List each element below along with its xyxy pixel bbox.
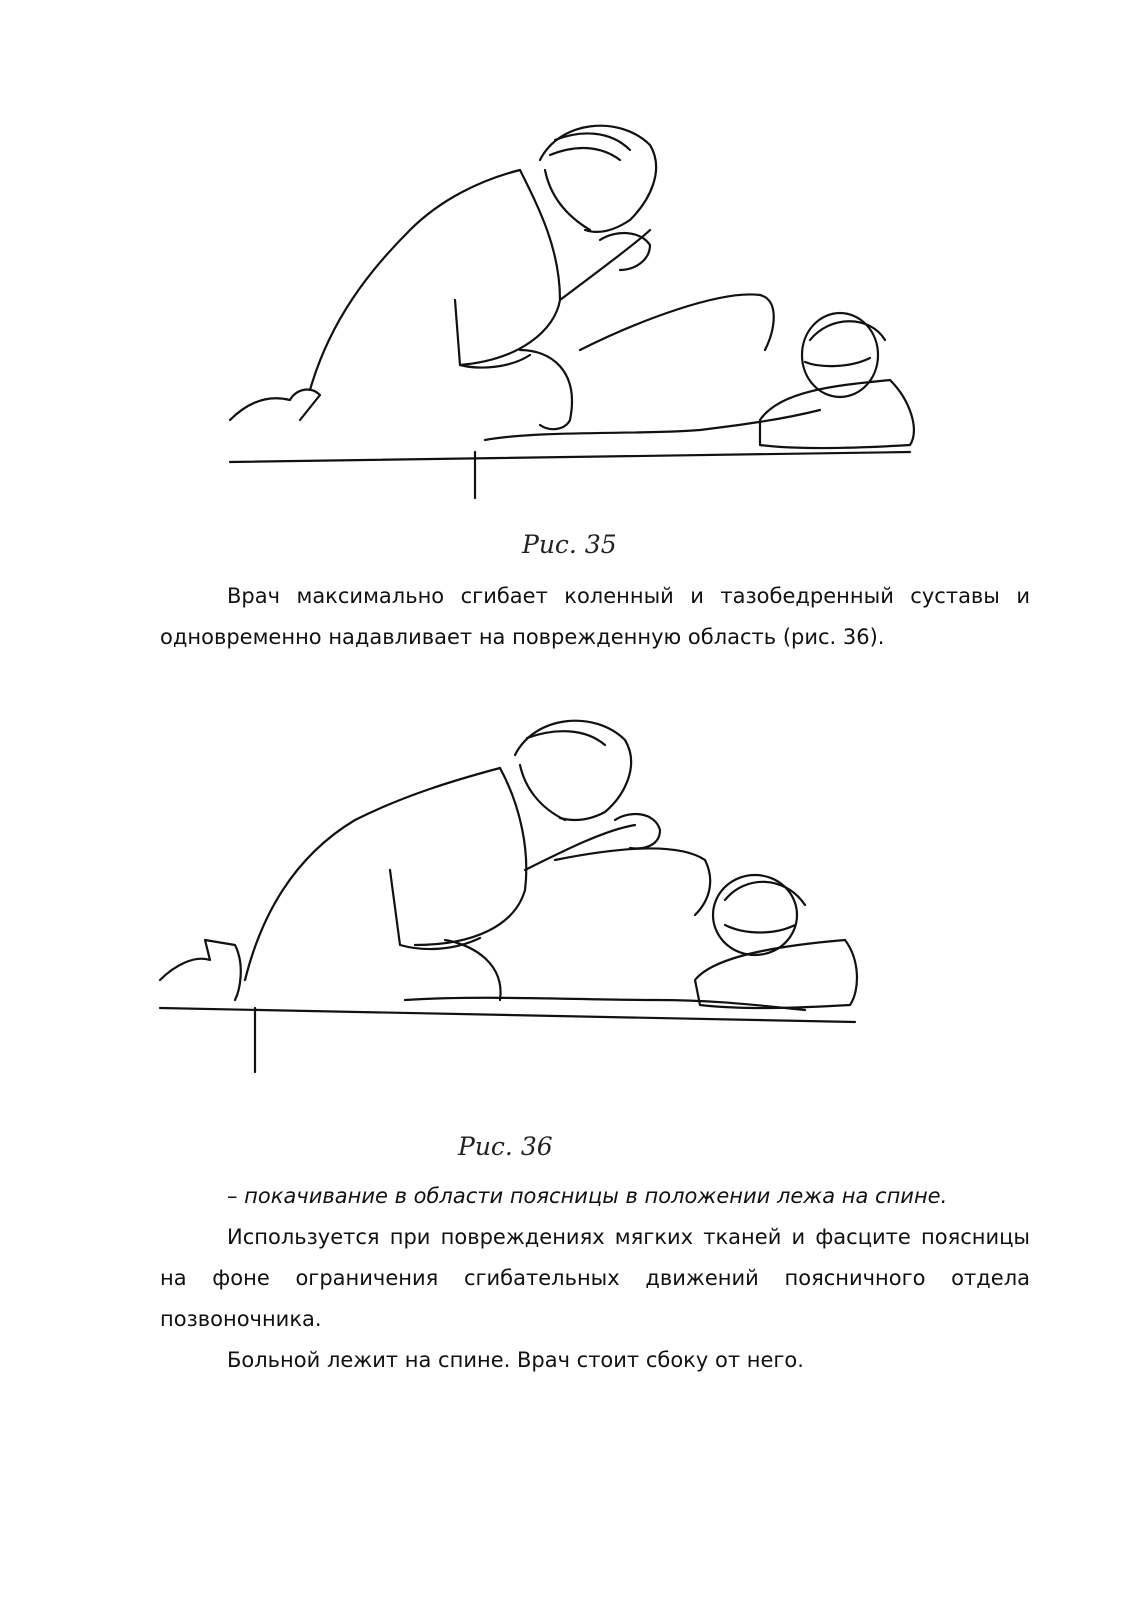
- figure-36: [155, 700, 865, 1080]
- doctor-pressing-lumbar-illustration-icon: [155, 700, 865, 1080]
- paragraph-2: – покачивание в области поясницы в положении лежа на спине.: [227, 1184, 948, 1208]
- figure-36-caption: Рис. 36: [458, 1132, 553, 1161]
- doctor-flexing-patient-illustration-icon: [220, 100, 920, 500]
- figure-35: [220, 100, 920, 500]
- paragraph-3: Используется при повреждениях мягких тканей и фасците поясницы на фоне ограничения сгибательных движений поясничного отдела позвоночника.: [160, 1225, 1030, 1331]
- figure-35-caption: Рис. 35: [522, 530, 617, 559]
- paragraph-4: Больной лежит на спине. Врач стоит сбоку от него.: [227, 1348, 804, 1372]
- paragraph-1: Врач максимально сгибает коленный и тазобедренный суставы и одновременно надавливает на поврежденную область (рис. 36).: [160, 584, 1030, 649]
